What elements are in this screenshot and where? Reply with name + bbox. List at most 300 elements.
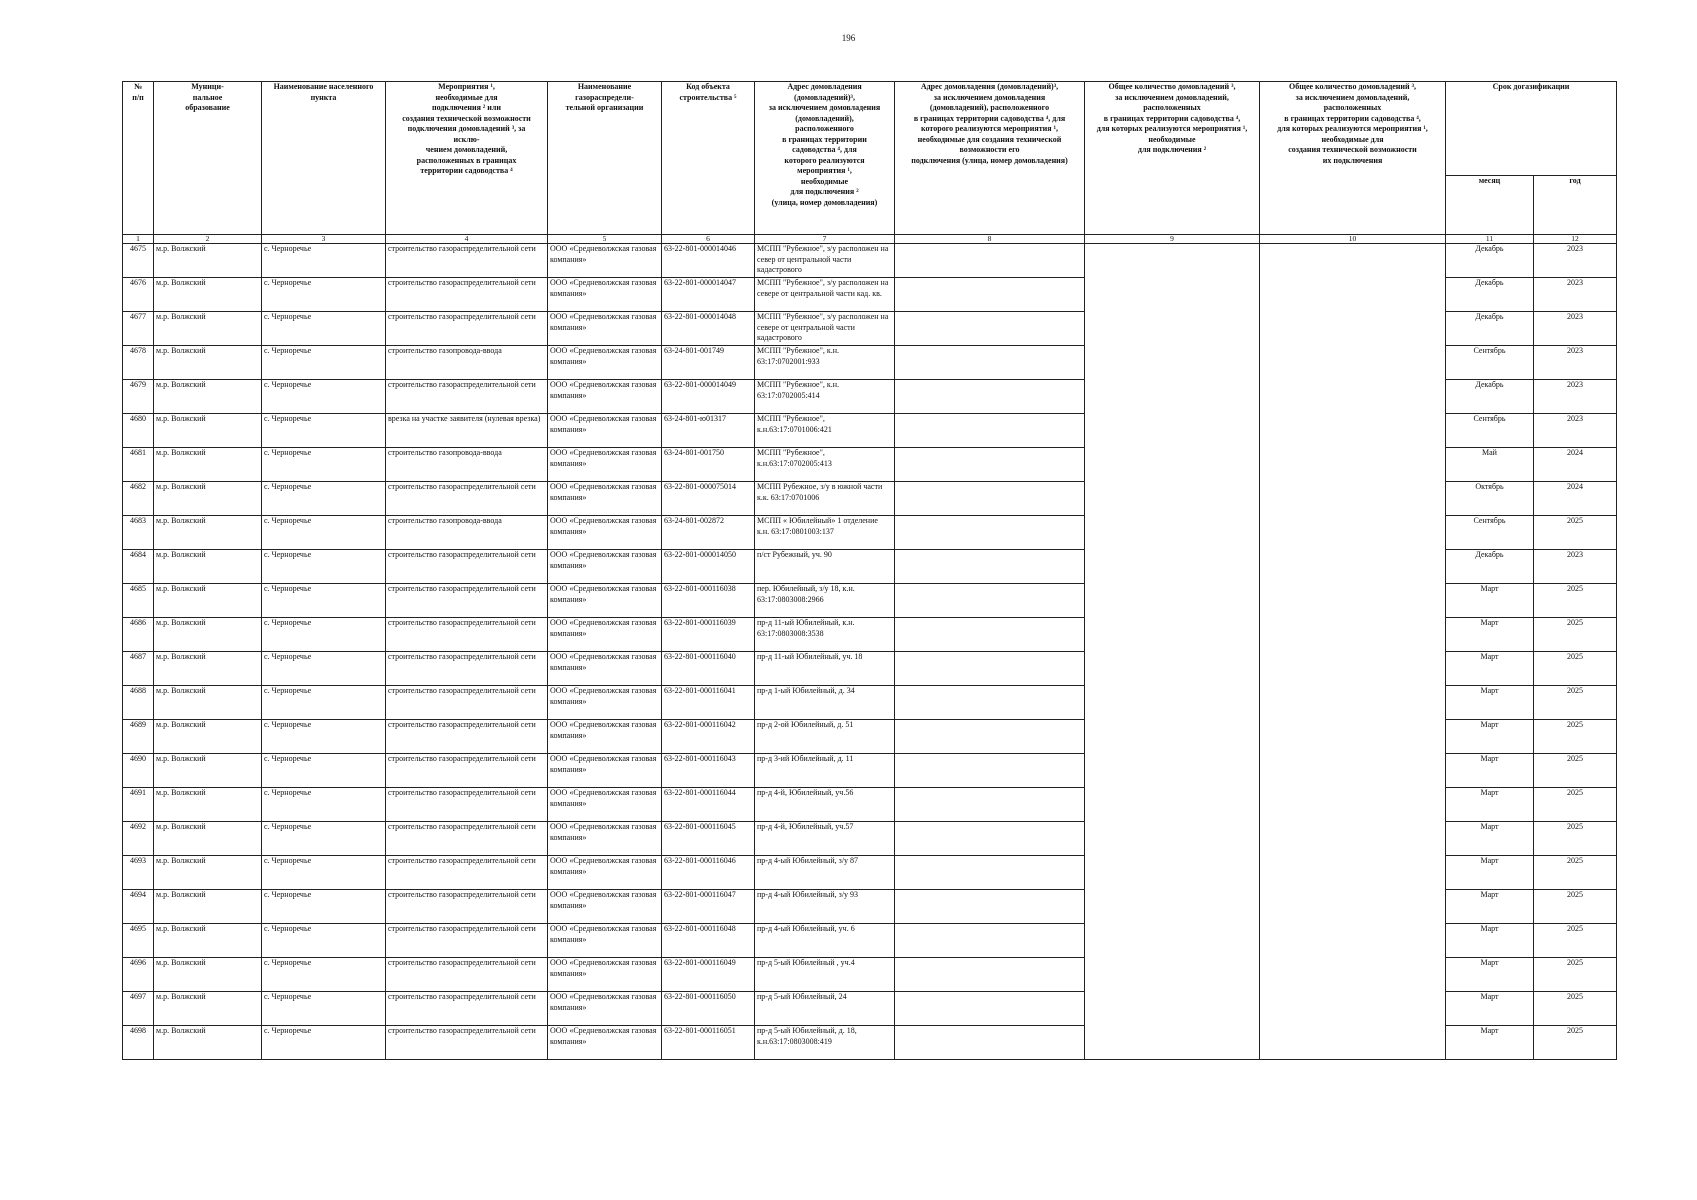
settlement: с. Черноречье bbox=[262, 618, 386, 652]
gas-organization: ООО «Средневолжская газовая компания» bbox=[548, 856, 662, 890]
deadline-month: Март bbox=[1446, 618, 1534, 652]
object-code: 63-22-801-000014046 bbox=[662, 244, 755, 278]
address-technical bbox=[895, 686, 1085, 720]
object-code: 63-22-801-000075014 bbox=[662, 482, 755, 516]
row-number: 4678 bbox=[123, 346, 154, 380]
address-connection: пр-д 11-ый Юбилейный, к.н. 63:17:0803008:3538 bbox=[755, 618, 895, 652]
object-code: 63-22-801-000014049 bbox=[662, 380, 755, 414]
address-connection: МСПП "Рубежное", з/у расположен на севере от центральной части кадастрового bbox=[755, 312, 895, 346]
row-number: 4697 bbox=[123, 992, 154, 1026]
deadline-month: Март bbox=[1446, 584, 1534, 618]
deadline-month: Март bbox=[1446, 754, 1534, 788]
settlement: с. Черноречье bbox=[262, 856, 386, 890]
settlement: с. Черноречье bbox=[262, 346, 386, 380]
gas-organization: ООО «Средневолжская газовая компания» bbox=[548, 958, 662, 992]
municipality: м.р. Волжский bbox=[154, 856, 262, 890]
row-number: 4693 bbox=[123, 856, 154, 890]
column-number: 4 bbox=[386, 235, 548, 244]
column-number: 9 bbox=[1085, 235, 1260, 244]
event: строительство газораспределительной сети bbox=[386, 924, 548, 958]
col-header-settlement: Наименование населенного пункта bbox=[262, 82, 386, 235]
row-number: 4681 bbox=[123, 448, 154, 482]
settlement: с. Черноречье bbox=[262, 652, 386, 686]
deadline-month: Сентябрь bbox=[1446, 516, 1534, 550]
address-connection: МСПП « Юбилейный» 1 отделение к.н. 63:17:0801003:137 bbox=[755, 516, 895, 550]
count-connection bbox=[1085, 278, 1260, 312]
deadline-year: 2023 bbox=[1534, 278, 1617, 312]
address-technical bbox=[895, 754, 1085, 788]
gas-organization: ООО «Средневолжская газовая компания» bbox=[548, 550, 662, 584]
municipality: м.р. Волжский bbox=[154, 550, 262, 584]
object-code: 63-22-801-000116046 bbox=[662, 856, 755, 890]
address-connection: пр-д 4-ый Юбилейный, з/у 93 bbox=[755, 890, 895, 924]
table-row bbox=[123, 482, 1617, 516]
address-technical bbox=[895, 380, 1085, 414]
municipality: м.р. Волжский bbox=[154, 618, 262, 652]
gas-organization: ООО «Средневолжская газовая компания» bbox=[548, 890, 662, 924]
address-connection: МСПП "Рубежное", к.н.63:17:0702005:413 bbox=[755, 448, 895, 482]
row-number: 4698 bbox=[123, 1026, 154, 1060]
gas-organization: ООО «Средневолжская газовая компания» bbox=[548, 992, 662, 1026]
col-header-year: год bbox=[1534, 176, 1617, 235]
count-technical bbox=[1260, 788, 1446, 822]
row-number: 4686 bbox=[123, 618, 154, 652]
count-technical bbox=[1260, 958, 1446, 992]
object-code: 63-22-801-000116039 bbox=[662, 618, 755, 652]
municipality: м.р. Волжский bbox=[154, 686, 262, 720]
count-technical bbox=[1260, 516, 1446, 550]
deadline-year: 2025 bbox=[1534, 584, 1617, 618]
settlement: с. Черноречье bbox=[262, 822, 386, 856]
event: строительство газораспределительной сети bbox=[386, 822, 548, 856]
count-connection bbox=[1085, 516, 1260, 550]
event: врезка на участке заявителя (нулевая врезка) bbox=[386, 414, 548, 448]
gas-organization: ООО «Средневолжская газовая компания» bbox=[548, 652, 662, 686]
page-number: 196 bbox=[841, 33, 856, 43]
table-row bbox=[123, 346, 1617, 380]
deadline-month: Март bbox=[1446, 822, 1534, 856]
address-connection: пр-д 11-ый Юбилейный, уч. 18 bbox=[755, 652, 895, 686]
col-header-count-connection: Общее количество домовладений ³, за исключением домовладений, расположенных в границах территории садоводства ⁴, для которых реализуются мероприятия ¹, необходимые для подключения ² bbox=[1085, 82, 1260, 235]
municipality: м.р. Волжский bbox=[154, 720, 262, 754]
municipality: м.р. Волжский bbox=[154, 516, 262, 550]
col-header-organization: Наименование газораспредели- тельной организации bbox=[548, 82, 662, 235]
col-header-events: Мероприятия ¹, необходимые для подключения ² или создания технической возможности подключения домовладений ³, за исклю- чением домовладений, расположенных в границах территории садоводства ⁴ bbox=[386, 82, 548, 235]
address-connection: пр-д 2-ой Юбилейный, д. 51 bbox=[755, 720, 895, 754]
col-header-num: № п/п bbox=[123, 82, 154, 235]
row-number: 4676 bbox=[123, 278, 154, 312]
column-number: 11 bbox=[1446, 235, 1534, 244]
gas-organization: ООО «Средневолжская газовая компания» bbox=[548, 754, 662, 788]
header-row bbox=[123, 82, 1617, 176]
table-row bbox=[123, 890, 1617, 924]
count-technical bbox=[1260, 346, 1446, 380]
event: строительство газораспределительной сети bbox=[386, 958, 548, 992]
address-connection: пр-д 4-й, Юбилейный, уч.56 bbox=[755, 788, 895, 822]
gasification-table bbox=[122, 81, 1617, 1060]
address-connection: МСПП "Рубежное", к.н. 63:17:0702005:414 bbox=[755, 380, 895, 414]
count-technical bbox=[1260, 720, 1446, 754]
gas-organization: ООО «Средневолжская газовая компания» bbox=[548, 414, 662, 448]
event: строительство газораспределительной сети bbox=[386, 312, 548, 346]
count-technical bbox=[1260, 890, 1446, 924]
address-technical bbox=[895, 652, 1085, 686]
address-connection: пр-д 3-ий Юбилейный, д. 11 bbox=[755, 754, 895, 788]
table-row bbox=[123, 414, 1617, 448]
address-connection: пр-д 4-й, Юбилейный, уч.57 bbox=[755, 822, 895, 856]
object-code: 63-22-801-000116043 bbox=[662, 754, 755, 788]
gas-organization: ООО «Средневолжская газовая компания» bbox=[548, 822, 662, 856]
deadline-month: Март bbox=[1446, 652, 1534, 686]
count-technical bbox=[1260, 992, 1446, 1026]
deadline-month: Март bbox=[1446, 890, 1534, 924]
address-technical bbox=[895, 448, 1085, 482]
address-connection: МСПП "Рубежное", к.н. 63:17:0702001:933 bbox=[755, 346, 895, 380]
event: строительство газораспределительной сети bbox=[386, 1026, 548, 1060]
address-connection: пр-д 1-ый Юбилейный, д. 34 bbox=[755, 686, 895, 720]
object-code: 63-24-801-002872 bbox=[662, 516, 755, 550]
deadline-year: 2025 bbox=[1534, 754, 1617, 788]
count-connection bbox=[1085, 1026, 1260, 1060]
event: строительство газопровода-ввода bbox=[386, 346, 548, 380]
address-connection: МСПП "Рубежное", з/у расположен на север от центральной части кадастрового bbox=[755, 244, 895, 278]
deadline-year: 2023 bbox=[1534, 414, 1617, 448]
address-technical bbox=[895, 278, 1085, 312]
table-row bbox=[123, 958, 1617, 992]
table-row bbox=[123, 652, 1617, 686]
address-technical bbox=[895, 346, 1085, 380]
gas-organization: ООО «Средневолжская газовая компания» bbox=[548, 618, 662, 652]
address-connection: пр-д 5-ый Юбилейный , уч.4 bbox=[755, 958, 895, 992]
count-technical bbox=[1260, 1026, 1446, 1060]
count-technical bbox=[1260, 380, 1446, 414]
address-technical bbox=[895, 720, 1085, 754]
deadline-month: Май bbox=[1446, 448, 1534, 482]
municipality: м.р. Волжский bbox=[154, 992, 262, 1026]
table-row bbox=[123, 618, 1617, 652]
col-header-count-technical: Общее количество домовладений ³, за исключением домовладений, расположенных в границах территории садоводства ⁴, для которых реализуются мероприятия ¹, необходимые для создания технической возможности их подключения bbox=[1260, 82, 1446, 235]
address-connection: МСПП Рубежное, з/у в южной части к.к. 63:17:0701006 bbox=[755, 482, 895, 516]
deadline-year: 2023 bbox=[1534, 380, 1617, 414]
settlement: с. Черноречье bbox=[262, 550, 386, 584]
settlement: с. Черноречье bbox=[262, 754, 386, 788]
gas-organization: ООО «Средневолжская газовая компания» bbox=[548, 278, 662, 312]
gas-organization: ООО «Средневолжская газовая компания» bbox=[548, 686, 662, 720]
settlement: с. Черноречье bbox=[262, 924, 386, 958]
settlement: с. Черноречье bbox=[262, 1026, 386, 1060]
gas-organization: ООО «Средневолжская газовая компания» bbox=[548, 380, 662, 414]
event: строительство газораспределительной сети bbox=[386, 788, 548, 822]
address-technical bbox=[895, 584, 1085, 618]
count-connection bbox=[1085, 380, 1260, 414]
settlement: с. Черноречье bbox=[262, 516, 386, 550]
object-code: 63-22-801-000116050 bbox=[662, 992, 755, 1026]
municipality: м.р. Волжский bbox=[154, 958, 262, 992]
deadline-year: 2023 bbox=[1534, 312, 1617, 346]
address-technical bbox=[895, 550, 1085, 584]
count-technical bbox=[1260, 652, 1446, 686]
count-connection bbox=[1085, 244, 1260, 278]
settlement: с. Черноречье bbox=[262, 482, 386, 516]
deadline-month: Март bbox=[1446, 720, 1534, 754]
table-row bbox=[123, 822, 1617, 856]
settlement: с. Черноречье bbox=[262, 414, 386, 448]
settlement: с. Черноречье bbox=[262, 380, 386, 414]
count-connection bbox=[1085, 686, 1260, 720]
row-number: 4688 bbox=[123, 686, 154, 720]
address-technical bbox=[895, 856, 1085, 890]
deadline-year: 2023 bbox=[1534, 550, 1617, 584]
address-technical bbox=[895, 924, 1085, 958]
column-number: 6 bbox=[662, 235, 755, 244]
settlement: с. Черноречье bbox=[262, 788, 386, 822]
settlement: с. Черноречье bbox=[262, 890, 386, 924]
column-number: 12 bbox=[1534, 235, 1617, 244]
address-connection: п/ст Рубежный, уч. 90 bbox=[755, 550, 895, 584]
gas-organization: ООО «Средневолжская газовая компания» bbox=[548, 312, 662, 346]
event: строительство газораспределительной сети bbox=[386, 482, 548, 516]
municipality: м.р. Волжский bbox=[154, 278, 262, 312]
deadline-month: Март bbox=[1446, 992, 1534, 1026]
deadline-month: Декабрь bbox=[1446, 244, 1534, 278]
address-technical bbox=[895, 788, 1085, 822]
count-connection bbox=[1085, 414, 1260, 448]
deadline-year: 2025 bbox=[1534, 992, 1617, 1026]
deadline-year: 2025 bbox=[1534, 856, 1617, 890]
object-code: 63-22-801-000014050 bbox=[662, 550, 755, 584]
count-technical bbox=[1260, 686, 1446, 720]
settlement: с. Черноречье bbox=[262, 312, 386, 346]
count-technical bbox=[1260, 448, 1446, 482]
deadline-year: 2025 bbox=[1534, 686, 1617, 720]
table-row bbox=[123, 686, 1617, 720]
count-connection bbox=[1085, 788, 1260, 822]
row-number: 4682 bbox=[123, 482, 154, 516]
settlement: с. Черноречье bbox=[262, 992, 386, 1026]
address-connection: пр-д 4-ый Юбилейный, уч. 6 bbox=[755, 924, 895, 958]
row-number: 4677 bbox=[123, 312, 154, 346]
object-code: 63-22-801-000116038 bbox=[662, 584, 755, 618]
deadline-month: Март bbox=[1446, 924, 1534, 958]
count-technical bbox=[1260, 482, 1446, 516]
settlement: с. Черноречье bbox=[262, 958, 386, 992]
deadline-month: Сентябрь bbox=[1446, 414, 1534, 448]
deadline-month: Декабрь bbox=[1446, 278, 1534, 312]
gas-organization: ООО «Средневолжская газовая компания» bbox=[548, 924, 662, 958]
gas-organization: ООО «Средневолжская газовая компания» bbox=[548, 482, 662, 516]
municipality: м.р. Волжский bbox=[154, 312, 262, 346]
address-connection: пер. Юбилейный, з/у 18, к.н. 63:17:0803008:2966 bbox=[755, 584, 895, 618]
deadline-month: Март bbox=[1446, 788, 1534, 822]
row-number: 4696 bbox=[123, 958, 154, 992]
gas-organization: ООО «Средневолжская газовая компания» bbox=[548, 448, 662, 482]
col-header-month: месяц bbox=[1446, 176, 1534, 235]
row-number: 4691 bbox=[123, 788, 154, 822]
deadline-month: Сентябрь bbox=[1446, 346, 1534, 380]
row-number: 4690 bbox=[123, 754, 154, 788]
count-technical bbox=[1260, 244, 1446, 278]
deadline-month: Октябрь bbox=[1446, 482, 1534, 516]
row-number: 4684 bbox=[123, 550, 154, 584]
row-number: 4679 bbox=[123, 380, 154, 414]
deadline-year: 2025 bbox=[1534, 924, 1617, 958]
deadline-month: Декабрь bbox=[1446, 312, 1534, 346]
municipality: м.р. Волжский bbox=[154, 754, 262, 788]
table-row bbox=[123, 584, 1617, 618]
row-number: 4685 bbox=[123, 584, 154, 618]
count-connection bbox=[1085, 448, 1260, 482]
count-technical bbox=[1260, 584, 1446, 618]
object-code: 63-24-801-001750 bbox=[662, 448, 755, 482]
address-connection: пр-д 5-ый Юбилейный, 24 bbox=[755, 992, 895, 1026]
count-technical bbox=[1260, 754, 1446, 788]
event: строительство газопровода-ввода bbox=[386, 516, 548, 550]
col-header-municipality: Муници- пальное образование bbox=[154, 82, 262, 235]
count-technical bbox=[1260, 312, 1446, 346]
col-header-deadline: Срок догазификации bbox=[1446, 82, 1617, 176]
col-header-object-code: Код объекта строительства ⁵ bbox=[662, 82, 755, 235]
row-number: 4687 bbox=[123, 652, 154, 686]
address-connection: МСПП "Рубежное", з/у расположен на севере от центральной части кад. кв. bbox=[755, 278, 895, 312]
gas-organization: ООО «Средневолжская газовая компания» bbox=[548, 516, 662, 550]
event: строительство газораспределительной сети bbox=[386, 618, 548, 652]
column-number: 1 bbox=[123, 235, 154, 244]
municipality: м.р. Волжский bbox=[154, 380, 262, 414]
row-number: 4692 bbox=[123, 822, 154, 856]
event: строительство газораспределительной сети bbox=[386, 550, 548, 584]
address-technical bbox=[895, 244, 1085, 278]
count-technical bbox=[1260, 618, 1446, 652]
count-technical bbox=[1260, 856, 1446, 890]
table-row bbox=[123, 448, 1617, 482]
row-number: 4689 bbox=[123, 720, 154, 754]
gas-organization: ООО «Средневолжская газовая компания» bbox=[548, 1026, 662, 1060]
table-row bbox=[123, 924, 1617, 958]
address-technical bbox=[895, 618, 1085, 652]
row-number: 4675 bbox=[123, 244, 154, 278]
municipality: м.р. Волжский bbox=[154, 482, 262, 516]
object-code: 63-22-801-000014047 bbox=[662, 278, 755, 312]
count-connection bbox=[1085, 754, 1260, 788]
count-technical bbox=[1260, 924, 1446, 958]
count-technical bbox=[1260, 414, 1446, 448]
settlement: с. Черноречье bbox=[262, 686, 386, 720]
row-number: 4683 bbox=[123, 516, 154, 550]
gas-organization: ООО «Средневолжская газовая компания» bbox=[548, 720, 662, 754]
count-connection bbox=[1085, 890, 1260, 924]
municipality: м.р. Волжский bbox=[154, 584, 262, 618]
deadline-year: 2025 bbox=[1534, 652, 1617, 686]
column-number: 5 bbox=[548, 235, 662, 244]
count-connection bbox=[1085, 958, 1260, 992]
object-code: 63-22-801-000014048 bbox=[662, 312, 755, 346]
column-number: 7 bbox=[755, 235, 895, 244]
table-row bbox=[123, 856, 1617, 890]
event: строительство газораспределительной сети bbox=[386, 380, 548, 414]
municipality: м.р. Волжский bbox=[154, 448, 262, 482]
count-technical bbox=[1260, 278, 1446, 312]
address-technical bbox=[895, 992, 1085, 1026]
deadline-month: Март bbox=[1446, 958, 1534, 992]
event: строительство газораспределительной сети bbox=[386, 244, 548, 278]
object-code: 63-24-801-001749 bbox=[662, 346, 755, 380]
municipality: м.р. Волжский bbox=[154, 244, 262, 278]
count-connection bbox=[1085, 720, 1260, 754]
deadline-year: 2025 bbox=[1534, 822, 1617, 856]
deadline-year: 2024 bbox=[1534, 448, 1617, 482]
settlement: с. Черноречье bbox=[262, 244, 386, 278]
address-technical bbox=[895, 890, 1085, 924]
address-technical bbox=[895, 482, 1085, 516]
count-connection bbox=[1085, 652, 1260, 686]
address-technical bbox=[895, 1026, 1085, 1060]
object-code: 63-22-801-000116041 bbox=[662, 686, 755, 720]
municipality: м.р. Волжский bbox=[154, 346, 262, 380]
municipality: м.р. Волжский bbox=[154, 414, 262, 448]
address-connection: пр-д 4-ый Юбилейный, з/у 87 bbox=[755, 856, 895, 890]
event: строительство газораспределительной сети bbox=[386, 584, 548, 618]
address-technical bbox=[895, 516, 1085, 550]
deadline-year: 2025 bbox=[1534, 1026, 1617, 1060]
municipality: м.р. Волжский bbox=[154, 652, 262, 686]
col-header-address-technical: Адрес домовладения (домовладений)³, за исключением домовладения (домовладений), расположенного в границах территории садоводства ⁴, для которого реализуются мероприятия ¹, необходимые для создания технической возможности его подключения (улица, номер домовладения) bbox=[895, 82, 1085, 235]
gas-organization: ООО «Средневолжская газовая компания» bbox=[548, 346, 662, 380]
count-connection bbox=[1085, 312, 1260, 346]
event: строительство газораспределительной сети bbox=[386, 890, 548, 924]
deadline-year: 2024 bbox=[1534, 482, 1617, 516]
column-number-row bbox=[123, 235, 1617, 244]
table-row bbox=[123, 380, 1617, 414]
event: строительство газораспределительной сети bbox=[386, 992, 548, 1026]
address-connection: МСПП "Рубежное", к.н.63:17:0701006:421 bbox=[755, 414, 895, 448]
settlement: с. Черноречье bbox=[262, 584, 386, 618]
settlement: с. Черноречье bbox=[262, 448, 386, 482]
settlement: с. Черноречье bbox=[262, 278, 386, 312]
column-number: 8 bbox=[895, 235, 1085, 244]
count-connection bbox=[1085, 346, 1260, 380]
deadline-year: 2025 bbox=[1534, 618, 1617, 652]
table-row bbox=[123, 788, 1617, 822]
table-row bbox=[123, 992, 1617, 1026]
municipality: м.р. Волжский bbox=[154, 890, 262, 924]
object-code: 63-22-801-000116042 bbox=[662, 720, 755, 754]
count-connection bbox=[1085, 618, 1260, 652]
event: строительство газораспределительной сети bbox=[386, 856, 548, 890]
event: строительство газопровода-ввода bbox=[386, 448, 548, 482]
table-row bbox=[123, 244, 1617, 278]
deadline-month: Декабрь bbox=[1446, 380, 1534, 414]
object-code: 63-22-801-000116051 bbox=[662, 1026, 755, 1060]
gas-organization: ООО «Средневолжская газовая компания» bbox=[548, 584, 662, 618]
event: строительство газораспределительной сети bbox=[386, 720, 548, 754]
row-number: 4695 bbox=[123, 924, 154, 958]
table-row bbox=[123, 312, 1617, 346]
column-number: 3 bbox=[262, 235, 386, 244]
object-code: 63-22-801-000116040 bbox=[662, 652, 755, 686]
count-connection bbox=[1085, 550, 1260, 584]
count-connection bbox=[1085, 584, 1260, 618]
address-connection: пр-д 5-ый Юбилейный, д. 18, к.н.63:17:0803008:419 bbox=[755, 1026, 895, 1060]
table-row bbox=[123, 754, 1617, 788]
count-connection bbox=[1085, 924, 1260, 958]
deadline-year: 2023 bbox=[1534, 346, 1617, 380]
column-number: 2 bbox=[154, 235, 262, 244]
gas-organization: ООО «Средневолжская газовая компания» bbox=[548, 788, 662, 822]
deadline-month: Декабрь bbox=[1446, 550, 1534, 584]
object-code: 63-24-801-ю01317 bbox=[662, 414, 755, 448]
deadline-month: Март bbox=[1446, 856, 1534, 890]
deadline-year: 2025 bbox=[1534, 516, 1617, 550]
